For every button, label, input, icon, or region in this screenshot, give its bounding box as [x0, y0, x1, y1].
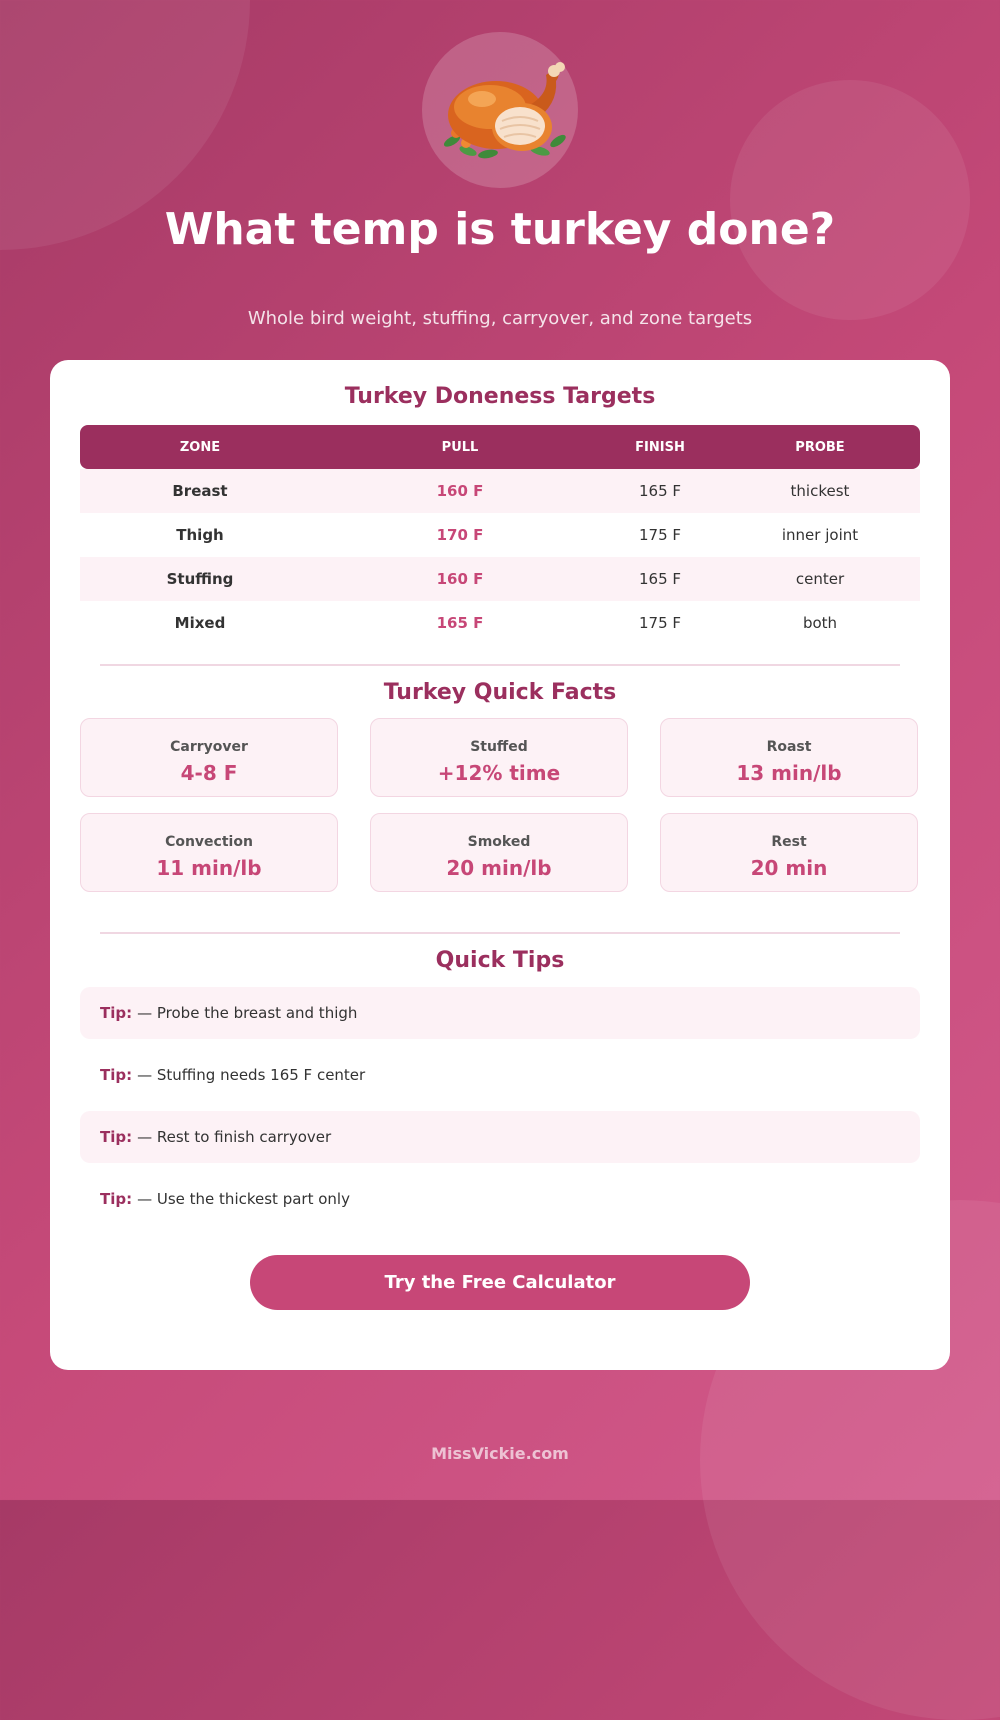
section-divider — [100, 664, 900, 666]
tips-title: Quick Tips — [435, 948, 565, 973]
page-subtitle: Whole bird weight, stuffing, carryover, and zone targets — [247, 308, 753, 329]
table-row — [80, 513, 920, 557]
finish-cell: 165 F — [638, 570, 682, 588]
zone-cell: Breast — [172, 482, 228, 500]
zone-cell: Mixed — [174, 614, 226, 632]
tip-prefix: Tip: — [100, 1128, 133, 1146]
try-calculator-button[interactable]: Try the Free Calculator — [250, 1255, 750, 1310]
content-card — [50, 360, 950, 1370]
fact-label: Smoked — [467, 834, 531, 850]
column-header-pull: PULL — [441, 439, 479, 455]
fact-value: 4-8 F — [180, 761, 238, 785]
column-header-finish: FINISH — [635, 439, 685, 455]
fact-value: +12% time — [437, 761, 561, 785]
fact-card — [370, 813, 628, 892]
pull-cell: 160 F — [436, 570, 484, 588]
targets-title: Turkey Doneness Targets — [344, 384, 656, 409]
table-row — [80, 557, 920, 601]
fact-value: 20 min/lb — [446, 856, 552, 880]
page-title: What temp is turkey done? — [164, 204, 836, 255]
fact-label: Roast — [766, 739, 812, 755]
fact-card — [80, 718, 338, 797]
finish-cell: 165 F — [638, 482, 682, 500]
facts-title: Turkey Quick Facts — [383, 680, 617, 705]
zone-cell: Thigh — [176, 526, 224, 544]
list-item — [80, 1111, 920, 1163]
fact-card — [80, 813, 338, 892]
tip-text: — Stuffing needs 165 F center — [137, 1066, 366, 1084]
column-header-probe: PROBE — [795, 439, 845, 455]
column-header-zone: ZONE — [179, 439, 221, 455]
list-item — [80, 1049, 920, 1101]
probe-cell: center — [795, 570, 845, 588]
tip-prefix: Tip: — [100, 1004, 133, 1022]
fact-label: Convection — [165, 834, 253, 850]
roast-turkey-icon — [430, 55, 570, 165]
fact-label: Carryover — [170, 739, 248, 755]
probe-cell: thickest — [790, 482, 850, 500]
finish-cell: 175 F — [638, 614, 682, 632]
zone-cell: Stuffing — [166, 570, 234, 588]
probe-cell: inner joint — [781, 526, 859, 544]
fact-label: Stuffed — [470, 739, 528, 755]
section-divider — [100, 932, 900, 934]
fact-card — [370, 718, 628, 797]
list-item — [80, 1173, 920, 1225]
fact-label: Rest — [771, 834, 807, 850]
fact-value: 13 min/lb — [736, 761, 842, 785]
fact-value: 11 min/lb — [156, 856, 262, 880]
pull-cell: 165 F — [436, 614, 484, 632]
footer-brand: MissVickie.com — [431, 1444, 569, 1463]
table-row — [80, 469, 920, 513]
list-item — [80, 987, 920, 1039]
tip-text: — Probe the breast and thigh — [137, 1004, 358, 1022]
pull-cell: 160 F — [436, 482, 484, 500]
table-row — [80, 601, 920, 645]
fact-card — [660, 813, 918, 892]
fact-value: 20 min — [750, 856, 828, 880]
tip-text: — Use the thickest part only — [137, 1190, 350, 1208]
pull-cell: 170 F — [436, 526, 484, 544]
fact-card — [660, 718, 918, 797]
tip-prefix: Tip: — [100, 1066, 133, 1084]
tip-prefix: Tip: — [100, 1190, 133, 1208]
hero-icon-circle — [422, 32, 578, 188]
doneness-table — [80, 425, 920, 645]
table-header — [80, 425, 920, 469]
probe-cell: both — [802, 614, 838, 632]
tip-text: — Rest to finish carryover — [137, 1128, 332, 1146]
finish-cell: 175 F — [638, 526, 682, 544]
